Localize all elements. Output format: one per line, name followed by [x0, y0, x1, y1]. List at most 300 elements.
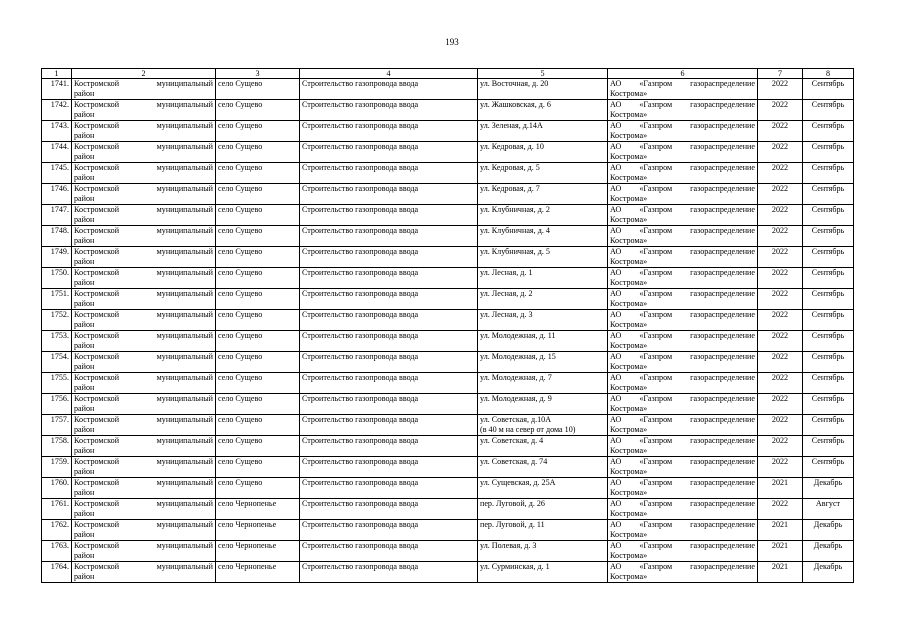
organization-cell — [608, 121, 758, 142]
org-type: газораспределение — [690, 541, 755, 550]
organization-cell — [608, 79, 758, 100]
org-type: газораспределение — [690, 205, 755, 214]
org-type: газораспределение — [690, 268, 755, 277]
address-cell — [478, 436, 608, 457]
month-cell: Сентябрь — [803, 184, 854, 205]
district-type: муниципальный — [156, 100, 213, 109]
district-suffix: район — [74, 320, 95, 329]
table-row — [42, 457, 854, 478]
org-prefix: АО — [610, 121, 622, 130]
org-city: Кострома» — [610, 425, 648, 434]
address-cell — [478, 415, 608, 436]
address-text: ул. Жашковская, д. 6 — [480, 100, 551, 109]
district-cell — [72, 478, 216, 499]
table-row — [42, 331, 854, 352]
year-cell: 2022 — [758, 163, 803, 184]
address-text: ул. Клубничная, д. 5 — [480, 247, 550, 256]
org-brand: «Газпром — [639, 163, 673, 172]
table-row — [42, 352, 854, 373]
month-cell: Сентябрь — [803, 79, 854, 100]
table-row — [42, 79, 854, 100]
org-brand: «Газпром — [639, 436, 673, 445]
month-cell: Сентябрь — [803, 163, 854, 184]
org-city: Кострома» — [610, 131, 648, 140]
district-type: муниципальный — [156, 436, 213, 445]
org-brand: «Газпром — [639, 310, 673, 319]
column-header: 5 — [478, 69, 608, 79]
org-prefix: АО — [610, 163, 622, 172]
row-number: 1763. — [42, 541, 72, 562]
page-number: 193 — [445, 37, 459, 47]
month-cell: Сентябрь — [803, 352, 854, 373]
org-city: Кострома» — [610, 278, 648, 287]
org-type: газораспределение — [690, 184, 755, 193]
org-prefix: АО — [610, 268, 622, 277]
org-brand: «Газпром — [639, 394, 673, 403]
address-note: (в 40 м на север от дома 10) — [480, 425, 576, 434]
org-prefix: АО — [610, 457, 622, 466]
organization-cell — [608, 499, 758, 520]
row-number: 1757. — [42, 415, 72, 436]
org-brand: «Газпром — [639, 142, 673, 151]
org-type: газораспределение — [690, 163, 755, 172]
column-header: 4 — [300, 69, 478, 79]
row-number: 1761. — [42, 499, 72, 520]
address-cell — [478, 394, 608, 415]
organization-cell — [608, 100, 758, 121]
district-type: муниципальный — [156, 352, 213, 361]
org-prefix: АО — [610, 520, 622, 529]
district-suffix: район — [74, 467, 95, 476]
address-cell — [478, 226, 608, 247]
settlement-cell: село Сущево — [216, 184, 300, 205]
district-suffix: район — [74, 446, 95, 455]
district-cell — [72, 121, 216, 142]
org-brand: «Газпром — [639, 541, 673, 550]
settlement-cell: село Сущево — [216, 79, 300, 100]
year-cell: 2022 — [758, 226, 803, 247]
work-cell: Строительство газопровода ввода — [300, 310, 478, 331]
district-cell — [72, 436, 216, 457]
month-cell: Сентябрь — [803, 289, 854, 310]
work-cell: Строительство газопровода ввода — [300, 520, 478, 541]
org-prefix: АО — [610, 373, 622, 382]
table-row — [42, 163, 854, 184]
settlement-cell: село Чернопенье — [216, 499, 300, 520]
settlement-cell: село Сущево — [216, 289, 300, 310]
table-row — [42, 205, 854, 226]
org-prefix: АО — [610, 394, 622, 403]
work-cell: Строительство газопровода ввода — [300, 289, 478, 310]
month-cell: Сентябрь — [803, 226, 854, 247]
year-cell: 2022 — [758, 100, 803, 121]
org-type: газораспределение — [690, 415, 755, 424]
district-suffix: район — [74, 152, 95, 161]
address-text: ул. Клубничная, д. 2 — [480, 205, 550, 214]
district-name: Костромской — [74, 499, 120, 508]
row-number: 1764. — [42, 562, 72, 583]
district-name: Костромской — [74, 436, 120, 445]
column-header: 7 — [758, 69, 803, 79]
district-type: муниципальный — [156, 268, 213, 277]
address-cell — [478, 499, 608, 520]
work-cell: Строительство газопровода ввода — [300, 352, 478, 373]
district-cell — [72, 394, 216, 415]
table-row — [42, 142, 854, 163]
month-cell: Сентябрь — [803, 205, 854, 226]
address-text: ул. Молодежная, д. 9 — [480, 394, 552, 403]
district-cell — [72, 520, 216, 541]
org-type: газораспределение — [690, 331, 755, 340]
data-table — [41, 68, 854, 583]
table-row — [42, 100, 854, 121]
org-type: газораспределение — [690, 121, 755, 130]
district-name: Костромской — [74, 331, 120, 340]
work-cell: Строительство газопровода ввода — [300, 142, 478, 163]
org-city: Кострома» — [610, 488, 648, 497]
district-suffix: район — [74, 488, 95, 497]
district-type: муниципальный — [156, 289, 213, 298]
work-cell: Строительство газопровода ввода — [300, 331, 478, 352]
year-cell: 2022 — [758, 184, 803, 205]
district-type: муниципальный — [156, 541, 213, 550]
settlement-cell: село Чернопенье — [216, 562, 300, 583]
organization-cell — [608, 373, 758, 394]
month-cell: Сентябрь — [803, 394, 854, 415]
row-number: 1758. — [42, 436, 72, 457]
organization-cell — [608, 142, 758, 163]
org-brand: «Газпром — [639, 352, 673, 361]
org-brand: «Газпром — [639, 415, 673, 424]
district-cell — [72, 100, 216, 121]
organization-cell — [608, 247, 758, 268]
month-cell: Декабрь — [803, 562, 854, 583]
address-text: пер. Луговой, д. 26 — [480, 499, 545, 508]
address-text: ул. Молодежная, д. 11 — [480, 331, 556, 340]
org-brand: «Газпром — [639, 562, 673, 571]
address-text: ул. Лесная, д. 2 — [480, 289, 533, 298]
org-city: Кострома» — [610, 530, 648, 539]
district-suffix: район — [74, 194, 95, 203]
row-number: 1753. — [42, 331, 72, 352]
settlement-cell: село Сущево — [216, 163, 300, 184]
district-name: Костромской — [74, 268, 120, 277]
org-brand: «Газпром — [639, 373, 673, 382]
org-type: газораспределение — [690, 352, 755, 361]
org-type: газораспределение — [690, 247, 755, 256]
org-type: газораспределение — [690, 289, 755, 298]
work-cell: Строительство газопровода ввода — [300, 247, 478, 268]
district-name: Костромской — [74, 226, 120, 235]
address-cell — [478, 142, 608, 163]
district-name: Костромской — [74, 352, 120, 361]
row-number: 1743. — [42, 121, 72, 142]
org-brand: «Газпром — [639, 520, 673, 529]
organization-cell — [608, 415, 758, 436]
row-number: 1748. — [42, 226, 72, 247]
org-city: Кострома» — [610, 509, 648, 518]
district-name: Костромской — [74, 562, 120, 571]
district-name: Костромской — [74, 79, 120, 88]
settlement-cell: село Сущево — [216, 100, 300, 121]
row-number: 1741. — [42, 79, 72, 100]
org-city: Кострома» — [610, 89, 648, 98]
district-name: Костромской — [74, 457, 120, 466]
work-cell: Строительство газопровода ввода — [300, 184, 478, 205]
district-name: Костромской — [74, 478, 120, 487]
org-city: Кострома» — [610, 152, 648, 161]
org-type: газораспределение — [690, 100, 755, 109]
org-type: газораспределение — [690, 436, 755, 445]
work-cell: Строительство газопровода ввода — [300, 562, 478, 583]
org-brand: «Газпром — [639, 499, 673, 508]
year-cell: 2022 — [758, 310, 803, 331]
row-number: 1759. — [42, 457, 72, 478]
district-cell — [72, 457, 216, 478]
address-cell — [478, 163, 608, 184]
org-city: Кострома» — [610, 572, 648, 581]
district-suffix: район — [74, 530, 95, 539]
table-row — [42, 394, 854, 415]
address-text: ул. Полевая, д. 3 — [480, 541, 537, 550]
address-cell — [478, 352, 608, 373]
organization-cell — [608, 310, 758, 331]
settlement-cell: село Сущево — [216, 457, 300, 478]
district-type: муниципальный — [156, 163, 213, 172]
address-cell — [478, 457, 608, 478]
address-cell — [478, 541, 608, 562]
district-type: муниципальный — [156, 121, 213, 130]
district-type: муниципальный — [156, 331, 213, 340]
work-cell: Строительство газопровода ввода — [300, 268, 478, 289]
org-prefix: АО — [610, 205, 622, 214]
month-cell: Декабрь — [803, 478, 854, 499]
table-row — [42, 289, 854, 310]
settlement-cell: село Сущево — [216, 205, 300, 226]
month-cell: Сентябрь — [803, 436, 854, 457]
district-cell — [72, 541, 216, 562]
month-cell: Сентябрь — [803, 331, 854, 352]
year-cell: 2022 — [758, 394, 803, 415]
org-prefix: АО — [610, 541, 622, 550]
month-cell: Сентябрь — [803, 373, 854, 394]
org-prefix: АО — [610, 499, 622, 508]
org-city: Кострома» — [610, 194, 648, 203]
row-number: 1742. — [42, 100, 72, 121]
org-type: газораспределение — [690, 394, 755, 403]
district-suffix: район — [74, 425, 95, 434]
organization-cell — [608, 478, 758, 499]
org-brand: «Газпром — [639, 205, 673, 214]
org-city: Кострома» — [610, 110, 648, 119]
table-row — [42, 541, 854, 562]
column-header: 1 — [42, 69, 72, 79]
organization-cell — [608, 184, 758, 205]
address-text: ул. Сущевская, д. 25А — [480, 478, 556, 487]
district-suffix: район — [74, 551, 95, 560]
organization-cell — [608, 457, 758, 478]
address-cell — [478, 373, 608, 394]
row-number: 1760. — [42, 478, 72, 499]
org-prefix: АО — [610, 562, 622, 571]
organization-cell — [608, 163, 758, 184]
district-type: муниципальный — [156, 142, 213, 151]
org-type: газораспределение — [690, 310, 755, 319]
org-city: Кострома» — [610, 467, 648, 476]
district-cell — [72, 310, 216, 331]
org-type: газораспределение — [690, 562, 755, 571]
org-city: Кострома» — [610, 173, 648, 182]
district-type: муниципальный — [156, 394, 213, 403]
district-suffix: район — [74, 131, 95, 140]
month-cell: Сентябрь — [803, 310, 854, 331]
settlement-cell: село Сущево — [216, 121, 300, 142]
district-name: Костромской — [74, 541, 120, 550]
district-type: муниципальный — [156, 310, 213, 319]
address-text: ул. Лесная, д. 3 — [480, 310, 533, 319]
district-type: муниципальный — [156, 247, 213, 256]
district-name: Костромской — [74, 184, 120, 193]
year-cell: 2022 — [758, 352, 803, 373]
address-cell — [478, 79, 608, 100]
settlement-cell: село Чернопенье — [216, 541, 300, 562]
district-suffix: район — [74, 341, 95, 350]
organization-cell — [608, 226, 758, 247]
address-text: ул. Советская, д. 74 — [480, 457, 548, 466]
district-type: муниципальный — [156, 499, 213, 508]
org-brand: «Газпром — [639, 121, 673, 130]
org-city: Кострома» — [610, 215, 648, 224]
district-name: Костромской — [74, 247, 120, 256]
year-cell: 2021 — [758, 541, 803, 562]
district-suffix: район — [74, 362, 95, 371]
settlement-cell: село Сущево — [216, 352, 300, 373]
table-body — [42, 79, 854, 583]
org-prefix: АО — [610, 289, 622, 298]
year-cell: 2021 — [758, 478, 803, 499]
work-cell: Строительство газопровода ввода — [300, 163, 478, 184]
work-cell: Строительство газопровода ввода — [300, 205, 478, 226]
work-cell: Строительство газопровода ввода — [300, 436, 478, 457]
row-number: 1755. — [42, 373, 72, 394]
row-number: 1756. — [42, 394, 72, 415]
settlement-cell: село Сущево — [216, 226, 300, 247]
district-type: муниципальный — [156, 562, 213, 571]
district-suffix: район — [74, 509, 95, 518]
district-name: Костромской — [74, 121, 120, 130]
org-city: Кострома» — [610, 551, 648, 560]
row-number: 1749. — [42, 247, 72, 268]
table-row — [42, 310, 854, 331]
address-text: ул. Кедровая, д. 10 — [480, 142, 544, 151]
month-cell: Сентябрь — [803, 121, 854, 142]
district-type: муниципальный — [156, 520, 213, 529]
settlement-cell: село Чернопенье — [216, 520, 300, 541]
table-row — [42, 373, 854, 394]
year-cell: 2022 — [758, 331, 803, 352]
org-prefix: АО — [610, 331, 622, 340]
organization-cell — [608, 331, 758, 352]
district-cell — [72, 562, 216, 583]
district-cell — [72, 331, 216, 352]
table-row — [42, 520, 854, 541]
work-cell: Строительство газопровода ввода — [300, 121, 478, 142]
table-row — [42, 415, 854, 436]
district-cell — [72, 499, 216, 520]
district-cell — [72, 142, 216, 163]
org-city: Кострома» — [610, 404, 648, 413]
address-cell — [478, 478, 608, 499]
district-cell — [72, 226, 216, 247]
org-city: Кострома» — [610, 236, 648, 245]
row-number: 1752. — [42, 310, 72, 331]
district-cell — [72, 163, 216, 184]
table-row — [42, 268, 854, 289]
org-brand: «Газпром — [639, 289, 673, 298]
settlement-cell: село Сущево — [216, 247, 300, 268]
address-cell — [478, 247, 608, 268]
organization-cell — [608, 205, 758, 226]
org-city: Кострома» — [610, 341, 648, 350]
district-name: Костромской — [74, 142, 120, 151]
org-type: газораспределение — [690, 520, 755, 529]
org-brand: «Газпром — [639, 79, 673, 88]
district-cell — [72, 289, 216, 310]
address-text: ул. Клубничная, д. 4 — [480, 226, 550, 235]
column-header: 2 — [72, 69, 216, 79]
district-suffix: район — [74, 404, 95, 413]
org-type: газораспределение — [690, 79, 755, 88]
district-type: муниципальный — [156, 184, 213, 193]
settlement-cell: село Сущево — [216, 415, 300, 436]
table-row — [42, 184, 854, 205]
organization-cell — [608, 520, 758, 541]
org-type: газораспределение — [690, 478, 755, 487]
district-type: муниципальный — [156, 415, 213, 424]
year-cell: 2022 — [758, 436, 803, 457]
row-number: 1754. — [42, 352, 72, 373]
work-cell: Строительство газопровода ввода — [300, 478, 478, 499]
settlement-cell: село Сущево — [216, 478, 300, 499]
address-text: ул. Восточная, д. 20 — [480, 79, 549, 88]
table-row — [42, 436, 854, 457]
settlement-cell: село Сущево — [216, 142, 300, 163]
district-name: Костромской — [74, 310, 120, 319]
year-cell: 2021 — [758, 520, 803, 541]
org-brand: «Газпром — [639, 331, 673, 340]
district-suffix: район — [74, 173, 95, 182]
org-prefix: АО — [610, 415, 622, 424]
table-row — [42, 247, 854, 268]
address-cell — [478, 331, 608, 352]
org-type: газораспределение — [690, 142, 755, 151]
row-number: 1744. — [42, 142, 72, 163]
district-name: Костромской — [74, 394, 120, 403]
work-cell: Строительство газопровода ввода — [300, 394, 478, 415]
address-text: ул. Сурминская, д. 1 — [480, 562, 550, 571]
org-prefix: АО — [610, 100, 622, 109]
org-city: Кострома» — [610, 299, 648, 308]
settlement-cell: село Сущево — [216, 436, 300, 457]
row-number: 1747. — [42, 205, 72, 226]
work-cell: Строительство газопровода ввода — [300, 457, 478, 478]
org-prefix: АО — [610, 352, 622, 361]
year-cell: 2022 — [758, 373, 803, 394]
year-cell: 2022 — [758, 499, 803, 520]
address-text: ул. Молодежная, д. 15 — [480, 352, 556, 361]
org-type: газораспределение — [690, 499, 755, 508]
org-type: газораспределение — [690, 373, 755, 382]
